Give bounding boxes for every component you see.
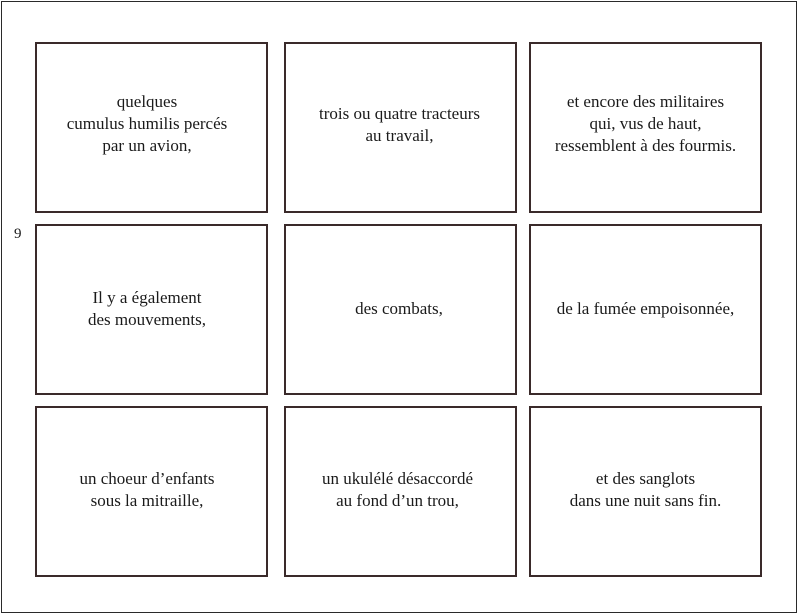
panel-caption: quelques cumulus humilis percés par un avion, (66, 92, 228, 155)
comic-panel-9 (529, 406, 762, 577)
comic-panel-4 (35, 224, 268, 395)
comic-panel-5 (284, 224, 517, 395)
comic-panel-6 (529, 224, 762, 395)
comic-panel-3 (529, 42, 762, 213)
panel-caption: et des sanglots dans une nuit sans fin. (569, 469, 722, 510)
panel-caption: un ukulélé désaccordé au fond d’un trou, (321, 469, 474, 510)
panel-caption: et encore des militaires qui, vus de haut, ressemblent à des fourmis. (554, 92, 737, 155)
panel-caption: Il y a également des mouvements, (87, 288, 207, 329)
panel-caption: trois ou quatre tracteurs au travail, (319, 104, 480, 145)
comic-panel-7 (35, 406, 268, 577)
comic-panel-1 (35, 42, 268, 213)
panel-caption: un choeur d’enfants sous la mitraille, (79, 469, 215, 510)
page-number: 9 (14, 226, 22, 242)
comic-panel-2 (284, 42, 517, 213)
panel-caption: de la fumée empoisonnée, (556, 299, 735, 318)
comic-panel-8 (284, 406, 517, 577)
panel-caption: des combats, (355, 299, 443, 318)
